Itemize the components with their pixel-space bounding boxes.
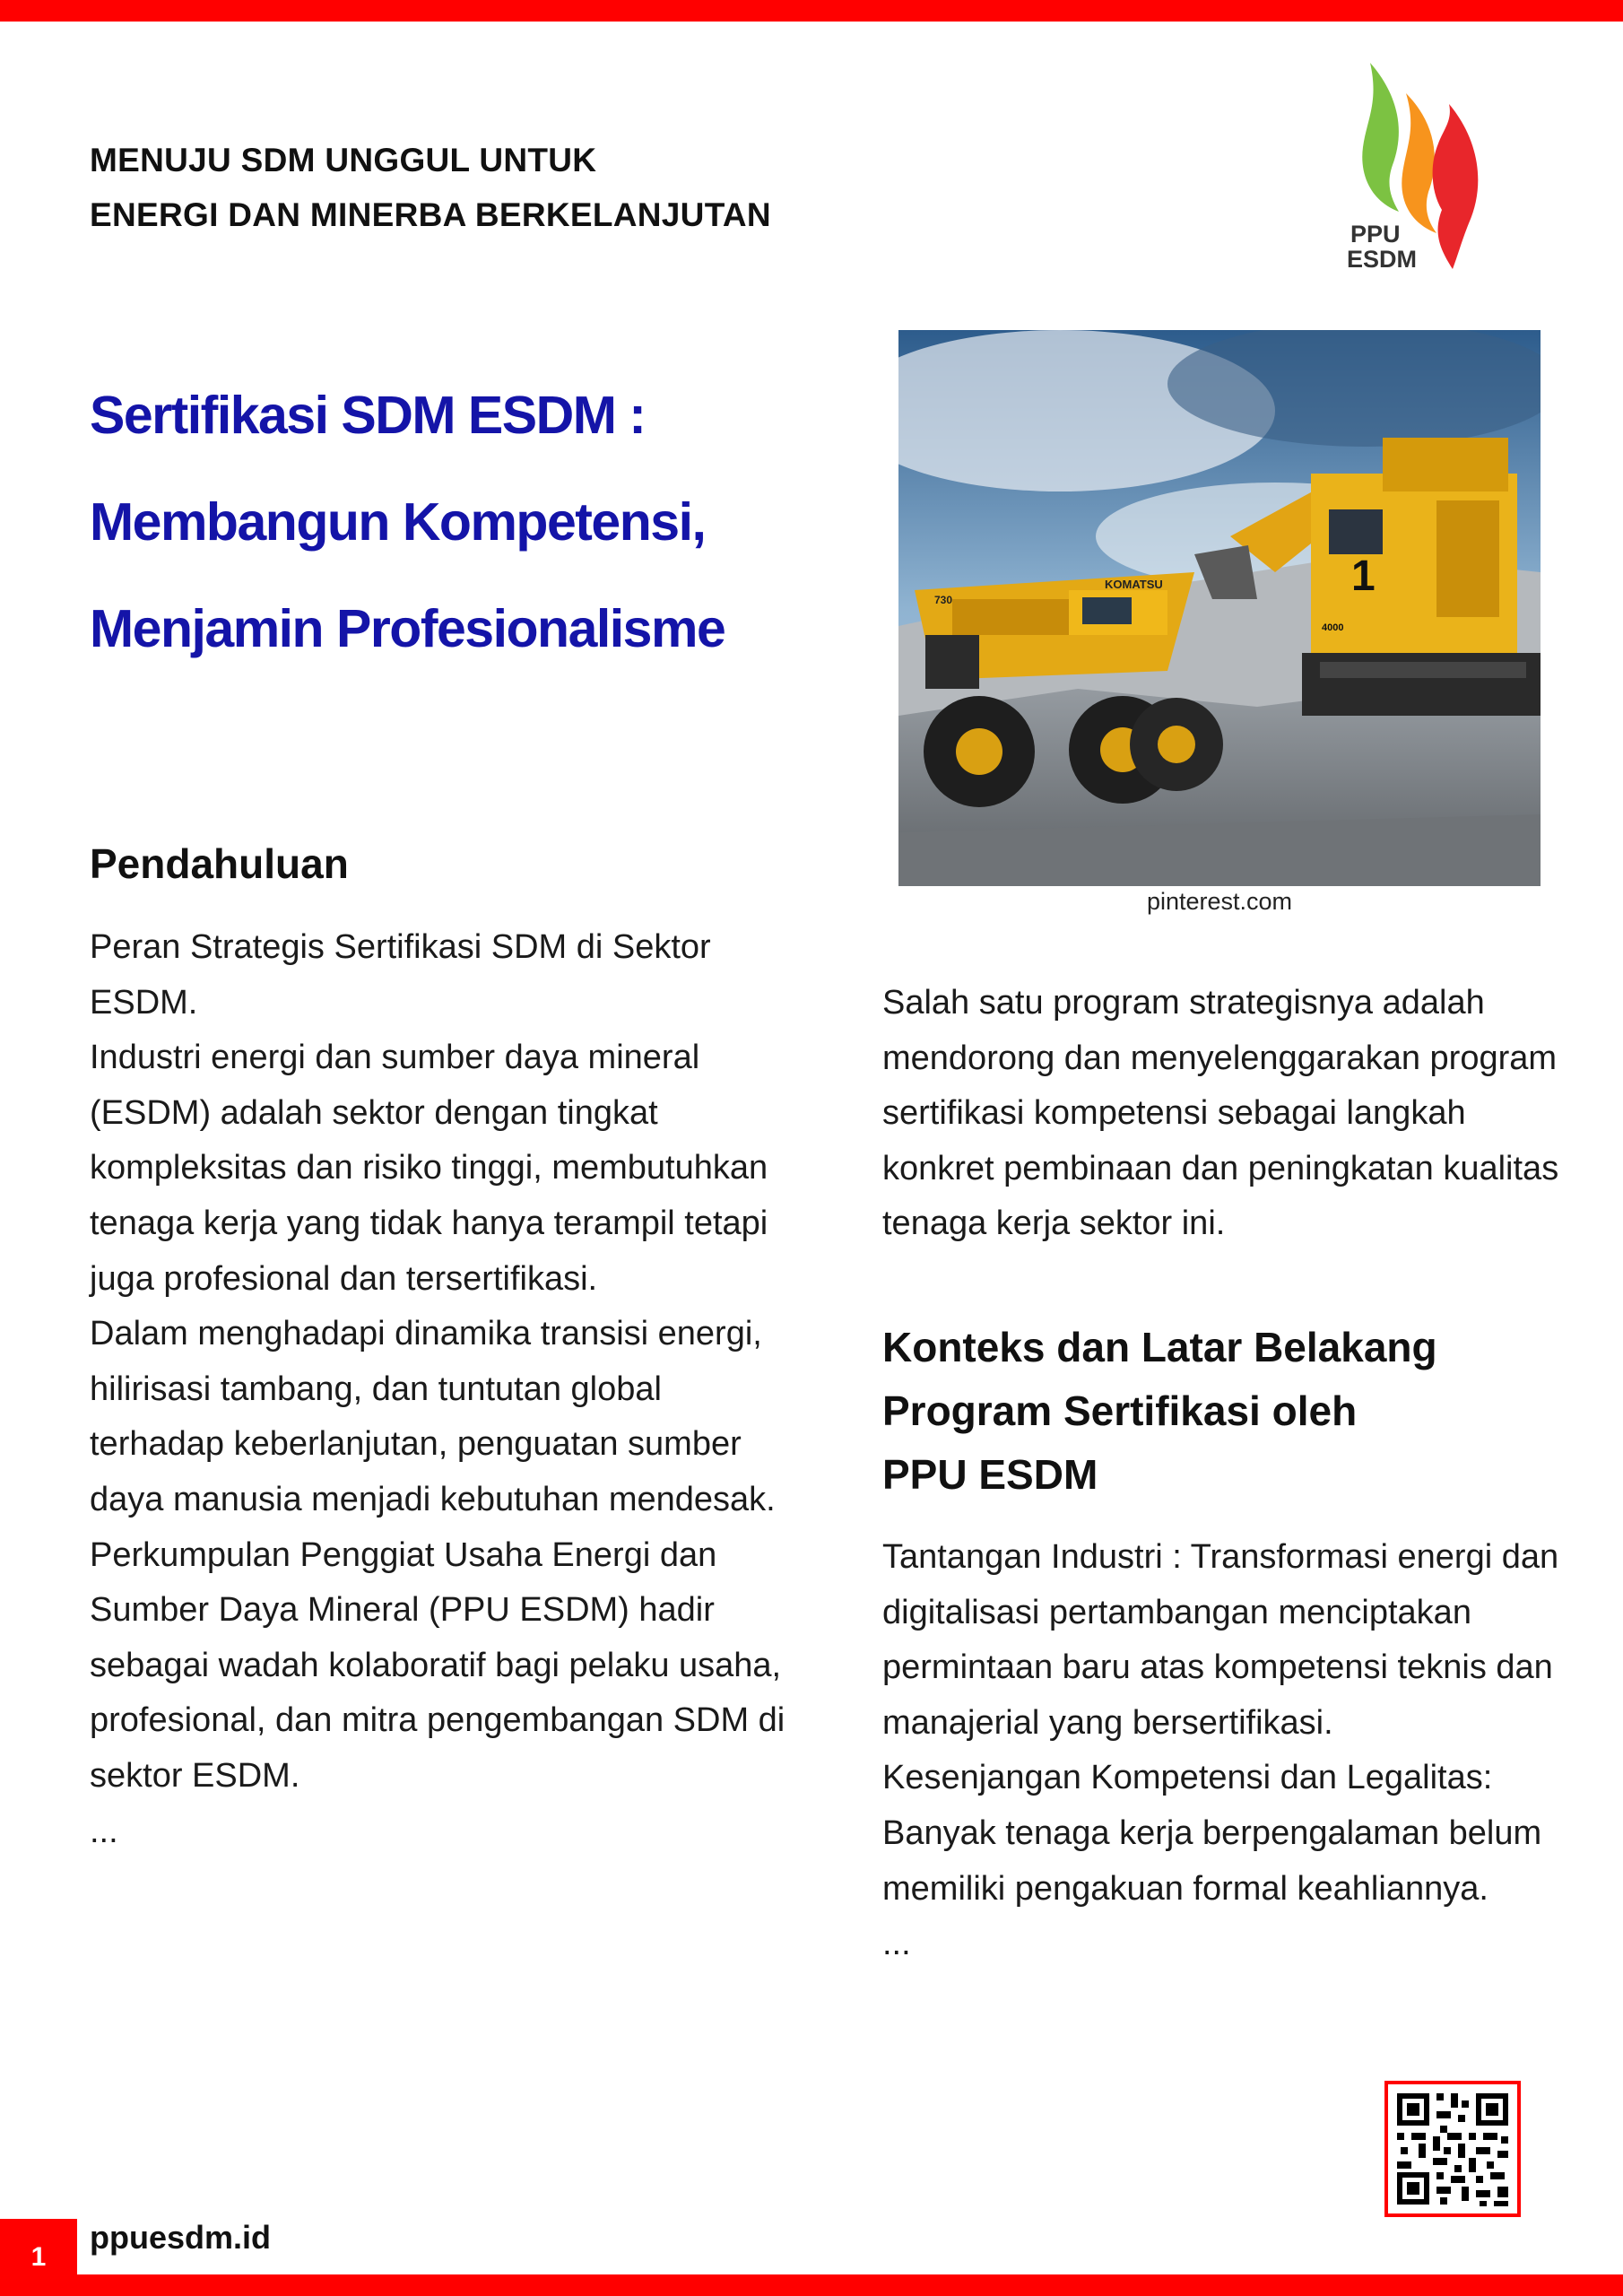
truck-number-label: 730 <box>934 594 953 606</box>
truck-brand-label: KOMATSU <box>1105 578 1163 591</box>
tagline-line-1: MENUJU SDM UNGGUL UNTUK <box>90 142 597 178</box>
bottom-red-bar <box>0 2274 1623 2296</box>
right-intro-body <box>882 976 1582 1252</box>
qr-code[interactable] <box>1384 2081 1521 2217</box>
intro-paragraph: Industri energi dan sumber daya mineral (ESDM) adalah sektor dengan tingkat kompleksitas dan risiko tinggi, membutuhkan tenaga kerja yang tidak hanya terampil tetapi juga profesional dan tersertifikasi. <box>90 1039 768 1298</box>
title-line-3: Menjamin Profesionalisme <box>90 599 725 658</box>
intro-paragraph: Dalam menghadapi dinamika transisi energi, hilirisasi tambang, dan tuntutan global terhadap keberlanjutan, penguatan sumber daya manusia menjadi kebutuhan mendesak. <box>90 1315 776 1518</box>
intro-body <box>90 920 798 1859</box>
context-heading-line-2: Program Sertifikasi oleh <box>882 1387 1358 1434</box>
intro-ellipsis: ... <box>90 1812 118 1850</box>
excavator-model-label: 4000 <box>1322 622 1344 633</box>
title-line-1: Sertifikasi SDM ESDM : <box>90 386 646 445</box>
website-link[interactable]: ppuesdm.id <box>90 2219 272 2256</box>
photo-caption: pinterest.com <box>1146 888 1293 915</box>
logo-text-esdm: ESDM <box>1347 246 1418 273</box>
intro-paragraph: Peran Strategis Sertifikasi SDM di Sektor ESDM. <box>90 928 711 1022</box>
tagline <box>90 133 771 242</box>
context-heading <box>882 1316 1582 1507</box>
excavator-number-label: 1 <box>1351 552 1376 600</box>
mining-photo <box>898 330 1541 886</box>
ppu-esdm-logo <box>1343 57 1505 273</box>
page-number: 1 <box>0 2219 77 2296</box>
title-line-2: Membangun Kompetensi, <box>90 492 706 552</box>
logo-text-ppu: PPU <box>1350 221 1401 248</box>
context-paragraph: Kesenjangan Kompetensi dan Legalitas: Banyak tenaga kerja berpengalaman belum memiliki pengakuan formal keahliannya. <box>882 1759 1542 1908</box>
top-red-bar <box>0 0 1623 22</box>
right-intro-paragraph: Salah satu program strategisnya adalah mendorong dan menyelenggarakan program sertifikasi kompetensi sebagai langkah konkret pembinaan dan peningkatan kualitas tenaga kerja sektor ini. <box>882 984 1559 1243</box>
context-ellipsis: ... <box>882 1925 911 1963</box>
context-paragraph: Tantangan Industri : Transformasi energi dan digitalisasi pertambangan menciptakan permintaan baru atas kompetensi teknis dan manajerial yang bersertifikasi. <box>882 1538 1559 1742</box>
context-heading-line-3: PPU ESDM <box>882 1451 1098 1498</box>
tagline-line-2: ENERGI DAN MINERBA BERKELANJUTAN <box>90 196 771 233</box>
intro-heading: Pendahuluan <box>90 840 349 887</box>
page-title <box>90 362 879 683</box>
intro-paragraph: Perkumpulan Penggiat Usaha Energi dan Sumber Daya Mineral (PPU ESDM) hadir sebagai wadah kolaboratif bagi pelaku usaha, profesional, dan mitra pengembangan SDM di sektor ESDM. <box>90 1535 785 1795</box>
context-body <box>882 1530 1582 1972</box>
context-heading-line-1: Konteks dan Latar Belakang <box>882 1324 1437 1370</box>
